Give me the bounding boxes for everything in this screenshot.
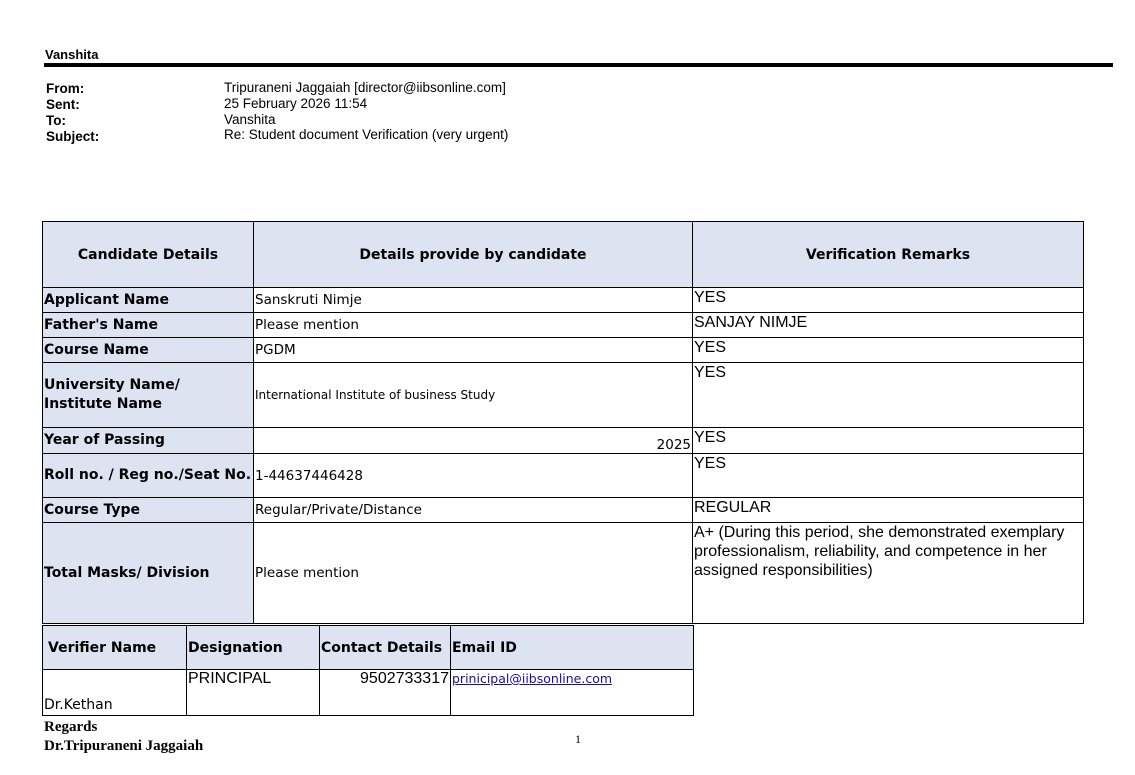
column-header: Verifier Name <box>43 626 187 670</box>
row-remark: A+ (During this period, she demonstrated exemplary professionalism, reliability, and competence in her assigned responsibilities) <box>693 523 1084 624</box>
row-remark: YES <box>693 288 1084 313</box>
row-label: Father's Name <box>43 313 254 338</box>
header-divider <box>44 63 1113 67</box>
subject-value: Re: Student document Verification (very urgent) <box>224 127 509 142</box>
column-header: Contact Details <box>320 626 451 670</box>
regards-text: Regards <box>44 719 98 735</box>
table-row <box>43 523 1084 624</box>
verifier-email-link[interactable]: prinicipal@iibsonline.com <box>452 671 613 686</box>
verifier-name: Dr.Kethan <box>43 670 187 716</box>
verifier-table <box>42 625 694 716</box>
row-value: Sanskruti Nimje <box>254 288 693 313</box>
table-row <box>43 428 1084 454</box>
row-value: Regular/Private/Distance <box>254 498 693 523</box>
row-value: Please mention <box>254 523 693 624</box>
verifier-row <box>43 670 694 716</box>
row-label: Course Type <box>43 498 254 523</box>
column-header: Details provide by candidate <box>254 222 693 288</box>
row-label: Course Name <box>43 338 254 363</box>
table-row <box>43 288 1084 313</box>
column-header: Designation <box>187 626 320 670</box>
from-label: From: <box>46 81 85 96</box>
table-header-row <box>43 222 1084 288</box>
row-value: International Institute of business Study <box>254 363 693 428</box>
row-remark: YES <box>693 454 1084 498</box>
row-remark: YES <box>693 338 1084 363</box>
verifier-contact: 9502733317 <box>320 670 451 716</box>
row-value: PGDM <box>254 338 693 363</box>
sent-label: Sent: <box>46 97 80 112</box>
row-label: Year of Passing <box>43 428 254 454</box>
table-row <box>43 363 1084 428</box>
row-value: 1-44637446428 <box>254 454 693 498</box>
verifier-email-cell <box>451 670 694 716</box>
signoff <box>44 718 203 756</box>
to-label: To: <box>46 113 66 128</box>
row-value: 2025 <box>254 428 693 454</box>
signature-name: Dr.Tripuraneni Jaggaiah <box>44 738 204 754</box>
subject-label: Subject: <box>46 129 100 144</box>
sent-value: 25 February 2026 11:54 <box>224 96 368 111</box>
column-header: Verification Remarks <box>693 222 1084 288</box>
verifier-header-row <box>43 626 694 670</box>
verification-table <box>42 221 1084 624</box>
to-value: Vanshita <box>224 112 276 127</box>
column-header: Email ID <box>451 626 694 670</box>
row-label: Applicant Name <box>43 288 254 313</box>
row-remark: SANJAY NIMJE <box>693 313 1084 338</box>
row-remark: YES <box>693 363 1084 428</box>
row-label: Roll no. / Reg no./Seat No. <box>43 454 254 498</box>
table-row <box>43 313 1084 338</box>
page-number: 1 <box>575 732 581 746</box>
row-remark: REGULAR <box>693 498 1084 523</box>
verifier-designation: PRINCIPAL <box>187 670 320 716</box>
from-value: Tripuraneni Jaggaiah [director@iibsonline.com] <box>224 80 506 95</box>
column-header: Candidate Details <box>43 222 254 288</box>
row-value: Please mention <box>254 313 693 338</box>
row-label: University Name/ Institute Name <box>43 363 254 428</box>
table-row <box>43 498 1084 523</box>
row-label: Total Masks/ Division <box>43 523 254 624</box>
table-row <box>43 338 1084 363</box>
row-remark: YES <box>693 428 1084 454</box>
table-row <box>43 454 1084 498</box>
mailbox-owner: Vanshita <box>45 47 99 62</box>
